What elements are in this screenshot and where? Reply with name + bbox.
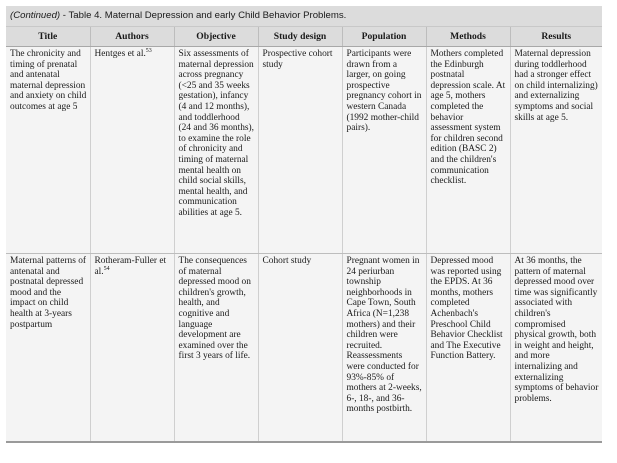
table-row <box>6 47 602 254</box>
cell-authors <box>90 254 174 443</box>
header-title: Title <box>6 27 90 47</box>
reference-number: 53 <box>145 47 152 54</box>
cell-results: At 36 months, the pattern of maternal depressed mood over time was significantly associated with children's compromised physical growth, both in weight and height, and more internalizing and externalizing symptoms of behavior problems. <box>510 254 602 443</box>
cell-methods: Mothers completed the Edinburgh postnatal depression scale. At age 5, mothers completed the behavior assessment system for children second edition (BASC 2) and the children's communication checklist. <box>426 47 510 254</box>
header-authors: Authors <box>90 27 174 47</box>
cell-study-design: Cohort study <box>258 254 342 443</box>
cell-authors <box>90 47 174 254</box>
header-population: Population <box>342 27 426 47</box>
cell-title: Maternal patterns of antenatal and postnatal depressed mood and the impact on child health at 3-years postpartum <box>6 254 90 443</box>
cell-results: Maternal depression during toddlerhood had a stronger effect on child internalizing) and externalizing symptoms and social skills at age 5. <box>510 47 602 254</box>
header-row <box>6 27 602 47</box>
table-title: - Table 4. Maternal Depression and early Child Behavior Problems. <box>60 10 347 21</box>
table-caption <box>6 6 602 27</box>
cell-title: The chronicity and timing of prenatal and antenatal maternal depression and anxiety on child outcomes at age 5 <box>6 47 90 254</box>
continued-label: (Continued) <box>10 10 61 21</box>
cell-objective: The consequences of maternal depressed mood on children's growth, health, and cognitive and language development are examined over the first 3 years of life. <box>174 254 258 443</box>
header-study-design: Study design <box>258 27 342 47</box>
author-names: Rotheram-Fuller et al. <box>94 256 167 277</box>
author-names: Hentges et al. <box>94 49 146 59</box>
header-methods: Methods <box>426 27 510 47</box>
header-objective: Objective <box>174 27 258 47</box>
cell-methods: Depressed mood was reported using the EPDS. At 36 months, mothers completed Achenbach's Preschool Child Behavior Checklist and The Executive Function Battery. <box>426 254 510 443</box>
cell-objective: Six assessments of maternal depression across pregnancy (<25 and 35 weeks gestation), infancy (4 and 12 months), and toddlerhood (24 and 36 months), to examine the role of chronicity and timing of maternal mental health on child social skills, mental health, and communication abilities at age 5. <box>174 47 258 254</box>
table-row <box>6 254 602 443</box>
cell-population: Pregnant women in 24 periurban township neighborhoods in Cape Town, South Africa (N=1,238 mothers) and their children were recruited. Reassessments were conducted for 93%-85% of mothers at 2-weeks, 6-, 18-, and 36-months postbirth. <box>342 254 426 443</box>
reference-number: 54 <box>103 265 110 272</box>
cell-study-design: Prospective cohort study <box>258 47 342 254</box>
table-container <box>6 6 602 443</box>
header-results: Results <box>510 27 602 47</box>
cell-population: Participants were drawn from a larger, on going prospective pregnancy cohort in western Canada (1992 mother-child pairs). <box>342 47 426 254</box>
data-table <box>6 27 602 443</box>
